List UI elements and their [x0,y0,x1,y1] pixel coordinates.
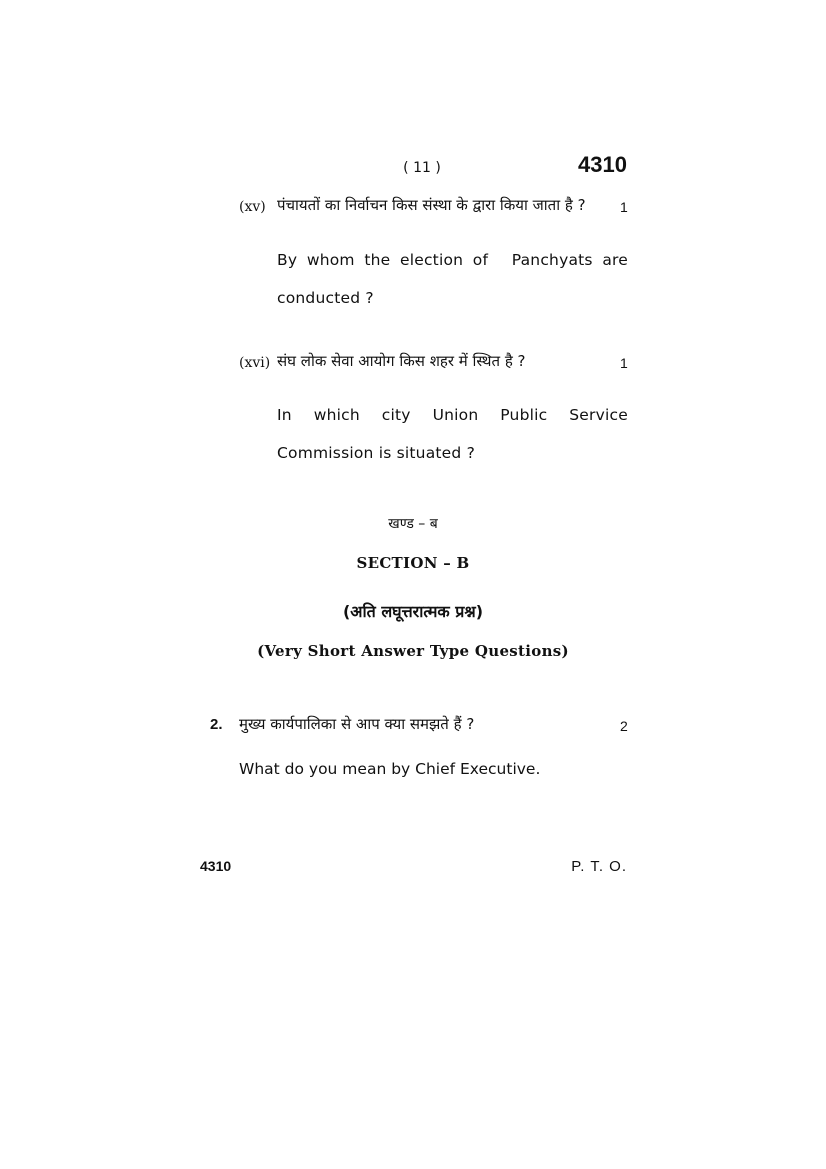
english-line: conducted ? [277,289,374,307]
word: Service [569,406,628,424]
question-marker: (xv) [239,199,266,215]
question-marks: 1 [620,199,628,215]
english-line [277,250,628,288]
question-english-text [277,405,628,481]
word: which [313,406,360,424]
word: of [472,251,489,269]
question-hindi-text: पंचायतों का निर्वाचन किस संस्था के द्वारा किया जाता है ? [277,196,586,214]
section-subtitle: (Very Short Answer Type Questions) [257,642,569,660]
section-hindi-title: खण्ड – ब [388,516,438,532]
paper-code-header: 4310 [578,152,627,177]
question-marks: 2 [620,718,628,734]
page-number: ( 11 ) [403,160,441,176]
question-hindi-text: संघ लोक सेवा आयोग किस शहर में स्थित है ? [277,352,526,370]
english-line: Commission is situated ? [277,444,475,462]
word: city [381,406,411,424]
please-turn-over: P. T. O. [571,858,627,875]
word: election [399,251,464,269]
question-english-text: What do you mean by Chief Executive. [239,760,541,778]
section-title: SECTION – B [356,554,470,572]
question-english-text [277,250,628,326]
word: Panchyats [511,251,593,269]
word: whom [306,251,355,269]
english-line [277,405,628,443]
footer-paper-code: 4310 [200,858,232,874]
word: By [277,251,298,269]
question-marks: 1 [620,355,628,371]
word: In [277,406,292,424]
word: the [364,251,391,269]
section-hindi-subtitle: (अति लघूत्तरात्मक प्रश्न) [342,602,484,621]
question-number: 2. [210,716,223,733]
question-hindi-text: मुख्य कार्यपालिका से आप क्या समझते हैं ? [239,715,475,733]
word: are [602,251,628,269]
word: Union [432,406,479,424]
word: Public [500,406,548,424]
question-marker: (xvi) [239,355,271,371]
